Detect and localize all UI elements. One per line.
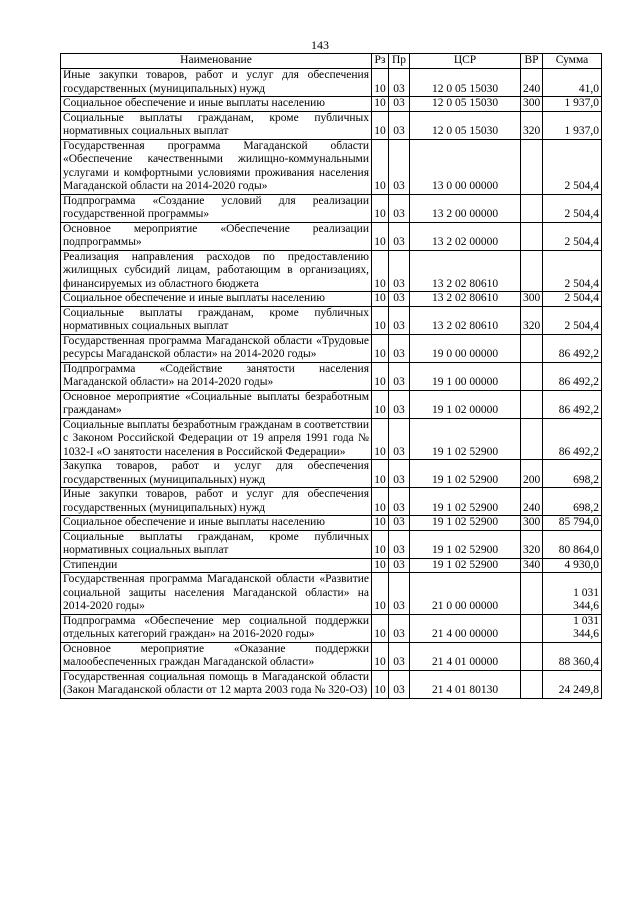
row-name: Государственная программа Магаданской области «Обеспечение качественными жилищно-коммунальными услугами и комфортными условиями проживания населения Магаданской области на 2014-2020 годы» xyxy=(61,139,372,194)
row-pr: 03 xyxy=(389,97,410,112)
row-vr: 300 xyxy=(521,516,543,531)
row-name: Государственная программа Магаданской области «Развитие социальной защиты населения Магаданской области» на 2014-2020 годы» xyxy=(61,573,372,615)
row-csr: 19 1 02 52900 xyxy=(410,460,521,488)
row-pr: 03 xyxy=(389,530,410,558)
row-sum: 2 504,4 xyxy=(543,292,602,307)
table-header-row xyxy=(61,54,602,69)
row-csr: 13 2 02 80610 xyxy=(410,292,521,307)
table-row xyxy=(61,614,602,642)
row-name: Стипендии xyxy=(61,558,372,573)
table-row xyxy=(61,362,602,390)
row-pr: 03 xyxy=(389,614,410,642)
row-rz: 10 xyxy=(372,614,389,642)
row-vr xyxy=(521,642,543,670)
row-pr: 03 xyxy=(389,194,410,222)
table-row xyxy=(61,460,602,488)
row-csr: 19 1 02 52900 xyxy=(410,418,521,460)
row-sum: 88 360,4 xyxy=(543,642,602,670)
row-rz: 10 xyxy=(372,390,389,418)
row-rz: 10 xyxy=(372,460,389,488)
row-vr xyxy=(521,194,543,222)
row-rz: 10 xyxy=(372,222,389,250)
row-vr: 320 xyxy=(521,530,543,558)
budget-table xyxy=(60,53,602,699)
row-name: Социальное обеспечение и иные выплаты населению xyxy=(61,516,372,531)
header-rz: Рз xyxy=(372,54,389,69)
row-pr: 03 xyxy=(389,418,410,460)
row-name: Социальное обеспечение и иные выплаты населению xyxy=(61,97,372,112)
table-row xyxy=(61,334,602,362)
row-rz: 10 xyxy=(372,488,389,516)
table-row xyxy=(61,390,602,418)
row-csr: 21 0 00 00000 xyxy=(410,573,521,615)
table-row xyxy=(61,488,602,516)
row-pr: 03 xyxy=(389,222,410,250)
row-csr: 13 2 02 80610 xyxy=(410,306,521,334)
table-row xyxy=(61,670,602,698)
row-rz: 10 xyxy=(372,69,389,97)
table-row xyxy=(61,222,602,250)
row-vr: 240 xyxy=(521,69,543,97)
row-csr: 12 0 05 15030 xyxy=(410,111,521,139)
row-csr: 21 4 01 80130 xyxy=(410,670,521,698)
row-sum: 2 504,4 xyxy=(543,250,602,292)
header-vr: ВР xyxy=(521,54,543,69)
row-csr: 19 0 00 00000 xyxy=(410,334,521,362)
row-sum: 1 937,0 xyxy=(543,111,602,139)
row-sum: 86 492,2 xyxy=(543,362,602,390)
row-name: Основное мероприятие «Обеспечение реализации подпрограммы» xyxy=(61,222,372,250)
row-vr xyxy=(521,250,543,292)
row-sum: 1 937,0 xyxy=(543,97,602,112)
row-vr xyxy=(521,222,543,250)
row-name: Подпрограмма «Содействие занятости населения Магаданской области» на 2014-2020 годы» xyxy=(61,362,372,390)
row-sum: 41,0 xyxy=(543,69,602,97)
table-row xyxy=(61,194,602,222)
table-row xyxy=(61,558,602,573)
row-sum: 24 249,8 xyxy=(543,670,602,698)
row-name: Иные закупки товаров, работ и услуг для обеспечения государственных (муниципальных) нужд xyxy=(61,488,372,516)
row-pr: 03 xyxy=(389,306,410,334)
row-csr: 13 2 00 00000 xyxy=(410,194,521,222)
row-pr: 03 xyxy=(389,292,410,307)
table-row xyxy=(61,306,602,334)
row-vr xyxy=(521,670,543,698)
header-csr: ЦСР xyxy=(410,54,521,69)
row-sum: 86 492,2 xyxy=(543,334,602,362)
row-sum: 1 031 344,6 xyxy=(543,614,602,642)
row-sum: 86 492,2 xyxy=(543,390,602,418)
row-name: Государственная социальная помощь в Магаданской области (Закон Магаданской области от 12 марта 2003 года № 320-ОЗ) xyxy=(61,670,372,698)
row-sum: 2 504,4 xyxy=(543,306,602,334)
row-rz: 10 xyxy=(372,530,389,558)
row-rz: 10 xyxy=(372,573,389,615)
row-rz: 10 xyxy=(372,97,389,112)
table-row xyxy=(61,292,602,307)
row-rz: 10 xyxy=(372,292,389,307)
row-vr xyxy=(521,573,543,615)
row-vr: 320 xyxy=(521,306,543,334)
row-vr xyxy=(521,418,543,460)
row-csr: 21 4 01 00000 xyxy=(410,642,521,670)
table-body xyxy=(61,69,602,699)
table-row xyxy=(61,530,602,558)
row-csr: 19 1 02 52900 xyxy=(410,558,521,573)
row-name: Основное мероприятие «Оказание поддержки малообеспеченных граждан Магаданской области» xyxy=(61,642,372,670)
table-row xyxy=(61,111,602,139)
row-vr: 300 xyxy=(521,97,543,112)
row-pr: 03 xyxy=(389,139,410,194)
row-sum: 86 492,2 xyxy=(543,418,602,460)
table-row xyxy=(61,573,602,615)
page-number: 143 xyxy=(311,38,329,52)
row-pr: 03 xyxy=(389,334,410,362)
row-pr: 03 xyxy=(389,390,410,418)
row-name: Закупка товаров, работ и услуг для обеспечения государственных (муниципальных) нужд xyxy=(61,460,372,488)
row-pr: 03 xyxy=(389,250,410,292)
row-name: Социальное обеспечение и иные выплаты населению xyxy=(61,292,372,307)
row-sum: 2 504,4 xyxy=(543,139,602,194)
row-pr: 03 xyxy=(389,362,410,390)
row-rz: 10 xyxy=(372,111,389,139)
row-sum: 698,2 xyxy=(543,460,602,488)
table-row xyxy=(61,642,602,670)
header-pr: Пр xyxy=(389,54,410,69)
row-rz: 10 xyxy=(372,362,389,390)
row-csr: 19 1 00 00000 xyxy=(410,362,521,390)
row-vr: 300 xyxy=(521,292,543,307)
row-sum: 85 794,0 xyxy=(543,516,602,531)
row-rz: 10 xyxy=(372,334,389,362)
row-sum: 2 504,4 xyxy=(543,194,602,222)
row-pr: 03 xyxy=(389,111,410,139)
table-row xyxy=(61,139,602,194)
row-rz: 10 xyxy=(372,139,389,194)
table-row xyxy=(61,69,602,97)
row-pr: 03 xyxy=(389,69,410,97)
row-csr: 21 4 00 00000 xyxy=(410,614,521,642)
row-rz: 10 xyxy=(372,418,389,460)
row-rz: 10 xyxy=(372,642,389,670)
row-vr xyxy=(521,614,543,642)
row-csr: 13 2 02 80610 xyxy=(410,250,521,292)
row-csr: 19 1 02 52900 xyxy=(410,530,521,558)
row-csr: 13 0 00 00000 xyxy=(410,139,521,194)
row-vr xyxy=(521,362,543,390)
row-sum: 2 504,4 xyxy=(543,222,602,250)
row-csr: 19 1 02 52900 xyxy=(410,516,521,531)
row-rz: 10 xyxy=(372,250,389,292)
row-pr: 03 xyxy=(389,558,410,573)
row-pr: 03 xyxy=(389,573,410,615)
row-name: Реализация направления расходов по предоставлению жилищных субсидий лицам, работающим в организациях, финансируемых из областного бюджета xyxy=(61,250,372,292)
row-name: Социальные выплаты гражданам, кроме публичных нормативных социальных выплат xyxy=(61,111,372,139)
row-sum: 4 930,0 xyxy=(543,558,602,573)
row-sum: 1 031 344,6 xyxy=(543,573,602,615)
row-csr: 13 2 02 00000 xyxy=(410,222,521,250)
row-sum: 80 864,0 xyxy=(543,530,602,558)
row-sum: 698,2 xyxy=(543,488,602,516)
row-name: Подпрограмма «Создание условий для реализации государственной программы» xyxy=(61,194,372,222)
row-pr: 03 xyxy=(389,642,410,670)
row-vr xyxy=(521,139,543,194)
row-rz: 10 xyxy=(372,306,389,334)
row-rz: 10 xyxy=(372,670,389,698)
row-vr xyxy=(521,334,543,362)
row-pr: 03 xyxy=(389,488,410,516)
table-row xyxy=(61,516,602,531)
row-name: Подпрограмма «Обеспечение мер социальной поддержки отдельных категорий граждан» на 2016-2020 годы» xyxy=(61,614,372,642)
row-pr: 03 xyxy=(389,516,410,531)
row-name: Социальные выплаты безработным гражданам в соответствии с Законом Российской Федерации от 19 апреля 1991 года № 1032-I «О занятости населения в Российской Федерации» xyxy=(61,418,372,460)
table-row xyxy=(61,250,602,292)
row-pr: 03 xyxy=(389,460,410,488)
row-name: Социальные выплаты гражданам, кроме публичных нормативных социальных выплат xyxy=(61,306,372,334)
table-row xyxy=(61,418,602,460)
header-name: Наименование xyxy=(61,54,372,69)
row-rz: 10 xyxy=(372,194,389,222)
row-pr: 03 xyxy=(389,670,410,698)
row-vr: 200 xyxy=(521,460,543,488)
row-csr: 12 0 05 15030 xyxy=(410,97,521,112)
row-name: Основное мероприятие «Социальные выплаты безработным гражданам» xyxy=(61,390,372,418)
row-csr: 12 0 05 15030 xyxy=(410,69,521,97)
row-name: Государственная программа Магаданской области «Трудовые ресурсы Магаданской области» на 2014-2020 годы» xyxy=(61,334,372,362)
row-rz: 10 xyxy=(372,516,389,531)
row-csr: 19 1 02 52900 xyxy=(410,488,521,516)
row-name: Социальные выплаты гражданам, кроме публичных нормативных социальных выплат xyxy=(61,530,372,558)
row-vr: 340 xyxy=(521,558,543,573)
row-csr: 19 1 02 00000 xyxy=(410,390,521,418)
row-name: Иные закупки товаров, работ и услуг для обеспечения государственных (муниципальных) нужд xyxy=(61,69,372,97)
row-vr xyxy=(521,390,543,418)
row-rz: 10 xyxy=(372,558,389,573)
table-row xyxy=(61,97,602,112)
row-vr: 240 xyxy=(521,488,543,516)
row-vr: 320 xyxy=(521,111,543,139)
header-sum: Сумма xyxy=(543,54,602,69)
